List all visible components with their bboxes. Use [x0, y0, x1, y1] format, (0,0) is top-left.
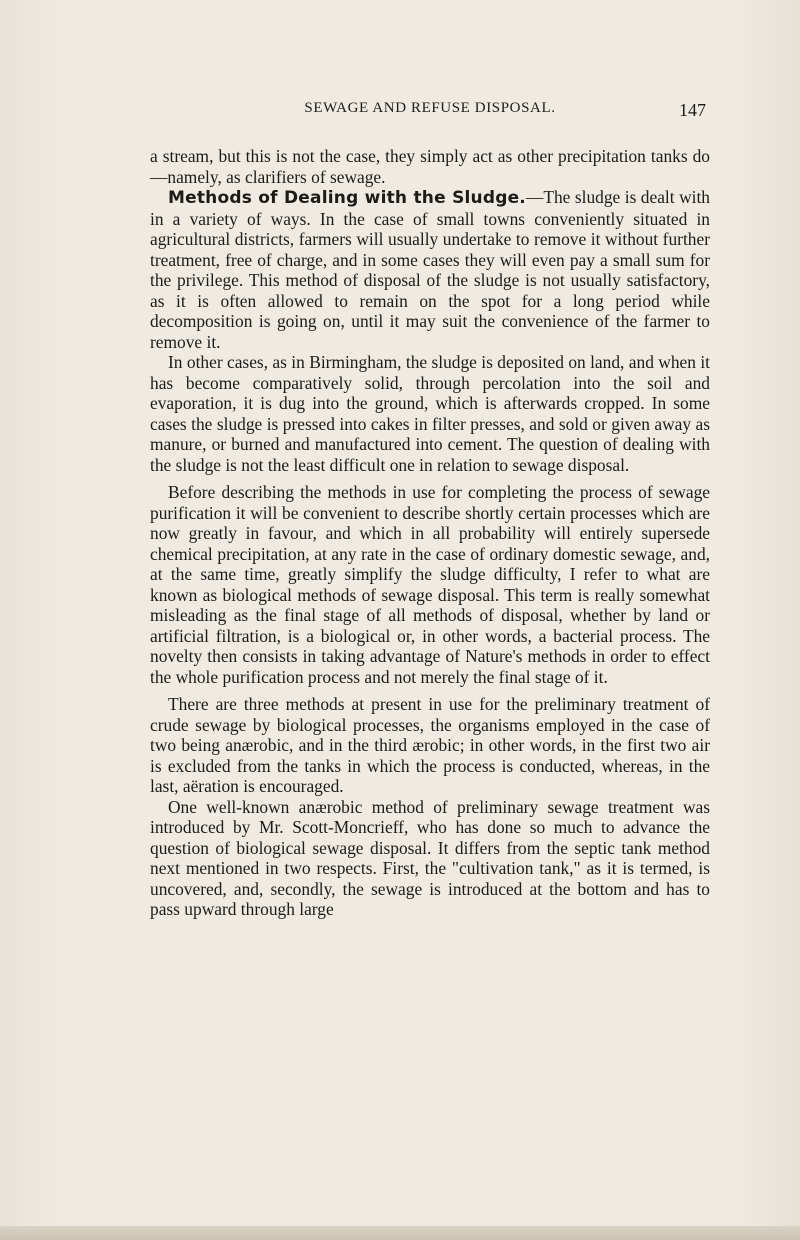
body-text — [150, 146, 710, 920]
paragraph-three-methods: There are three methods at present in use for the preliminary treatment of crude sewage by biological processes, the organisms employed in the case of two being anærobic, and in the third ærobic; in other words, in the first two air is excluded from the tanks in which the process is conducted, whereas, in the last, aëration is encouraged. — [150, 694, 710, 796]
paragraph-continuation: a stream, but this is not the case, they simply act as other precipitation tanks do—namely, as clarifiers of sewage. — [150, 146, 710, 187]
page-bottom-edge — [0, 1226, 800, 1240]
paragraph-birmingham: In other cases, as in Birmingham, the sludge is deposited on land, and when it has become comparatively solid, through percolation into the soil and evaporation, it is dug into the ground, which is afterwards cropped. In some cases the sludge is pressed into cakes in filter presses, and sold or given away as manure, or burned and manufactured into cement. The question of dealing with the sludge is not the least difficult one in relation to sewage disposal. — [150, 352, 710, 475]
paragraph-biological-methods: Before describing the methods in use for completing the process of sewage purification it will be convenient to describe shortly certain processes which are now greatly in favour, and which in all probability will entirely supersede chemical precipitation, at any rate in the case of ordinary domestic sewage, and, at the same time, greatly simplify the sludge difficulty, I refer to what are known as biological methods of sewage disposal. This term is really somewhat misleading as the final stage of all methods of disposal, whether by land or artificial filtration, is a biological or, in other words, a bacterial process. The novelty then consists in taking advantage of Nature's methods in order to effect the whole purification process and not merely the final stage of it. — [150, 482, 710, 687]
paragraph-text: —The sludge is dealt with in a variety of ways. In the case of small towns conveniently situated in agricultural districts, farmers will usually undertake to remove it without further treatment, free of charge, and in some cases they will even pay a small sum for the privilege. This method of disposal of the sludge is not usually satisfactory, as it is often allowed to remain on the spot for a long period while decomposition is going on, until it may suit the convenience of the farmer to remove it. — [150, 187, 710, 352]
page-number: 147 — [679, 100, 706, 120]
page-header — [150, 100, 710, 122]
section-heading: Methods of Dealing with the Sludge. — [168, 188, 526, 208]
running-title: SEWAGE AND REFUSE DISPOSAL. — [304, 100, 556, 116]
paragraph-gap — [150, 687, 710, 694]
paragraph-scott-moncrieff: One well-known anærobic method of preliminary sewage treatment was introduced by Mr. Scott-Moncrieff, who has done so much to advance the question of biological sewage disposal. It differs from the septic tank method next mentioned in two respects. First, the "cultivation tank," as it is termed, is uncovered, and, secondly, the sewage is introduced at the bottom and has to pass upward through large — [150, 796, 710, 919]
paragraph-gap — [150, 475, 710, 482]
paragraph-sludge-methods — [150, 187, 710, 352]
